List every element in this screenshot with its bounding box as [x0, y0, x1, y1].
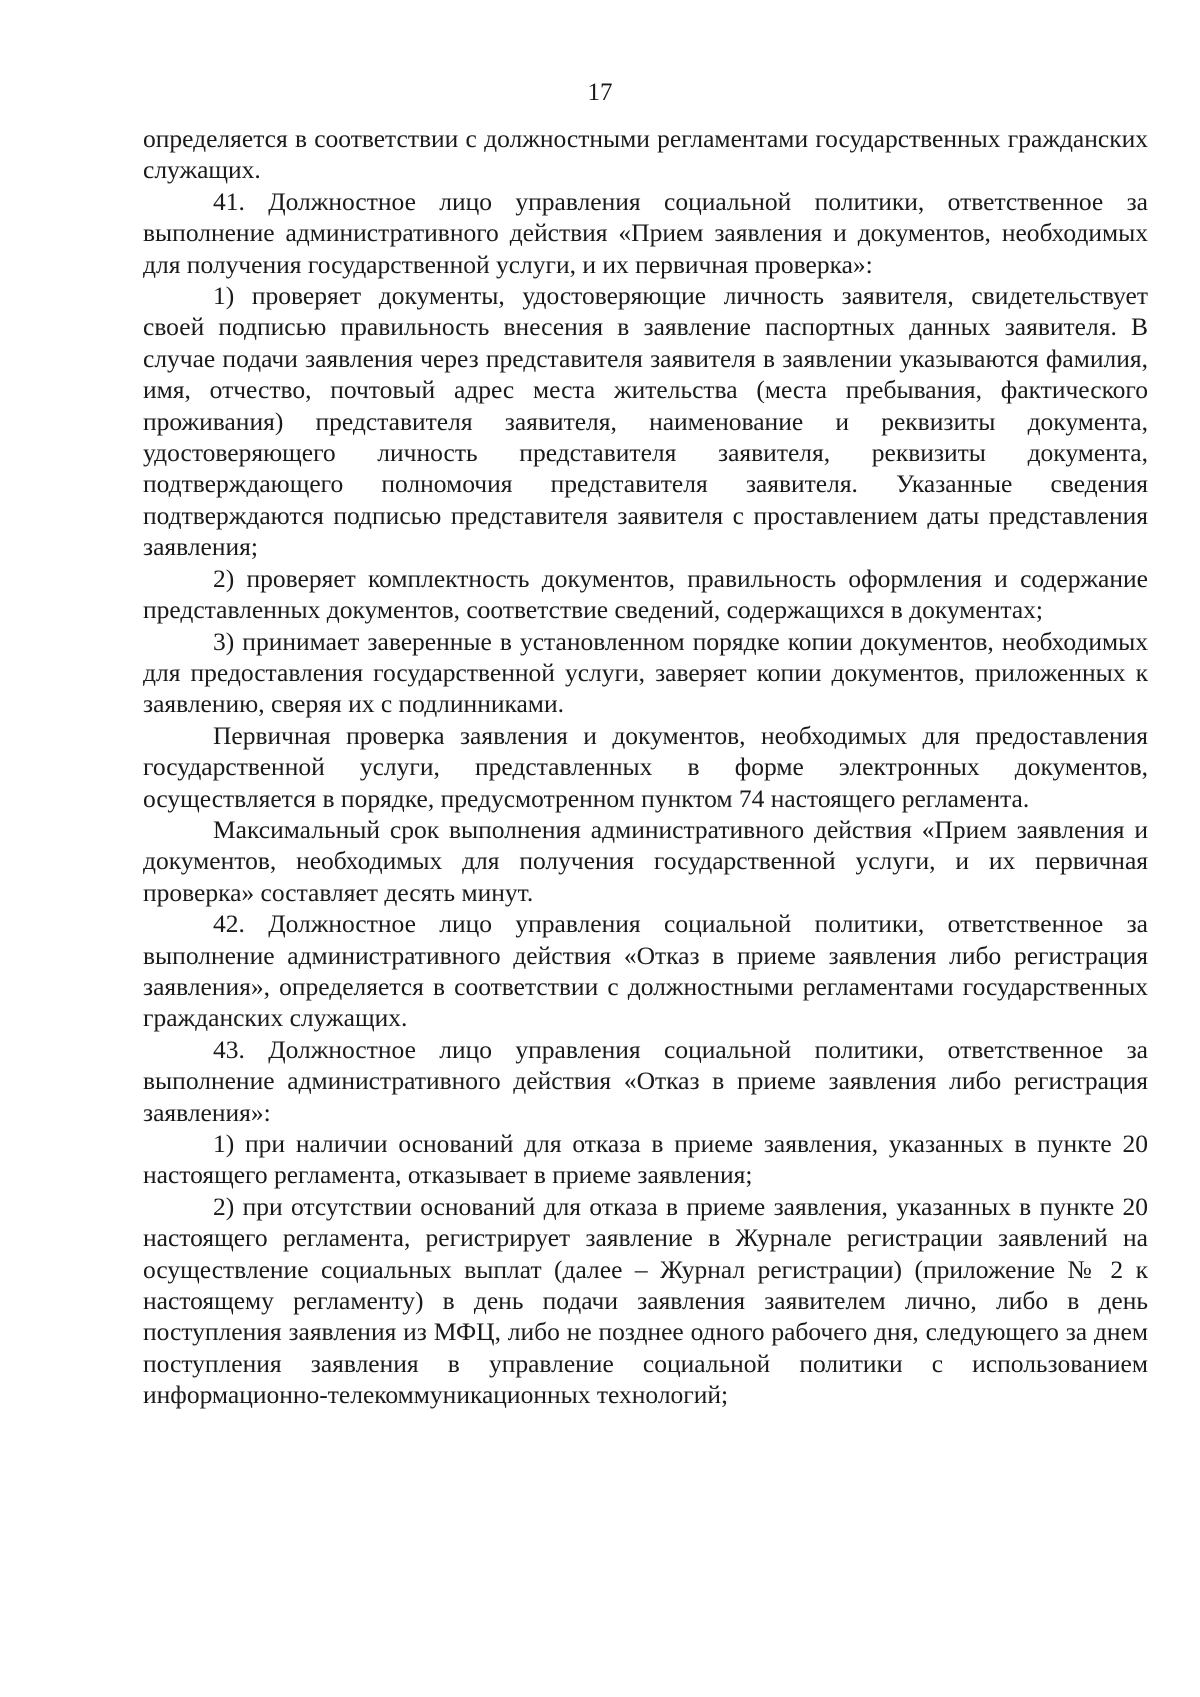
- paragraph-41-sub-3: 3) принимает заверенные в установленном порядке копии документов, необходимых для предоставления государственной услуги, заверяет копии документов, приложенных к заявлению, сверяя их с подлинниками.: [143, 626, 1148, 719]
- paragraph-item-41: 41. Должностное лицо управления социальной политики, ответственное за выполнение административного действия «Прием заявления и документов, необходимых для получения государственной услуги, и их первичная проверка»:: [143, 186, 1148, 279]
- paragraph-primary-check: Первичная проверка заявления и документов, необходимых для предоставления государственной услуги, представленных в форме электронных документов, осуществляется в порядке, предусмотренном пунктом 74 настоящего регламента.: [143, 720, 1148, 813]
- page-number: 17: [587, 79, 613, 106]
- paragraph-item-43: 43. Должностное лицо управления социальной политики, ответственное за выполнение административного действия «Отказ в приеме заявления либо регистрация заявления»:: [143, 1034, 1148, 1127]
- paragraph-41-sub-1: 1) проверяет документы, удостоверяющие личность заявителя, свидетельствует своей подписью правильность внесения в заявление паспортных данных заявителя. В случае подачи заявления через представителя заявителя в заявлении указываются фамилия, имя, отчество, почтовый адрес места жительства (места пребывания, фактического проживания) представителя заявителя, наименование и реквизиты документа, удостоверяющего личность представителя заявителя, реквизиты документа, подтверждающего полномочия представителя заявителя. Указанные сведения подтверждаются подписью представителя заявителя с проставлением даты представления заявления;: [143, 281, 1148, 562]
- paragraph-item-42: 42. Должностное лицо управления социальной политики, ответственное за выполнение административного действия «Отказ в приеме заявления либо регистрация заявления», определяется в соответствии с должностными регламентами государственных гражданских служащих.: [143, 909, 1148, 1033]
- document-body: [143, 123, 1148, 1411]
- paragraph-max-duration: Максимальный срок выполнения административного действия «Прием заявления и документов, необходимых для получения государственной услуги, и их первичная проверка» составляет десять минут.: [143, 814, 1148, 907]
- paragraph-41-sub-2: 2) проверяет комплектность документов, правильность оформления и содержание представленных документов, соответствие сведений, содержащихся в документах;: [143, 563, 1148, 625]
- paragraph-43-sub-2: 2) при отсутствии оснований для отказа в приеме заявления, указанных в пункте 20 настоящего регламента, регистрирует заявление в Журнале регистрации заявлений на осуществление социальных выплат (далее – Журнал регистрации) (приложение № 2 к настоящему регламенту) в день подачи заявления заявителем лично, либо в день поступления заявления из МФЦ, либо не позднее одного рабочего дня, следующего за днем поступления заявления в управление социальной политики с использованием информационно-телекоммуникационных технологий;: [143, 1191, 1148, 1410]
- paragraph-43-sub-1: 1) при наличии оснований для отказа в приеме заявления, указанных в пункте 20 настоящего регламента, отказывает в приеме заявления;: [143, 1129, 1148, 1190]
- paragraph-continuation: определяется в соответствии с должностными регламентами государственных гражданских служащих.: [143, 124, 1148, 185]
